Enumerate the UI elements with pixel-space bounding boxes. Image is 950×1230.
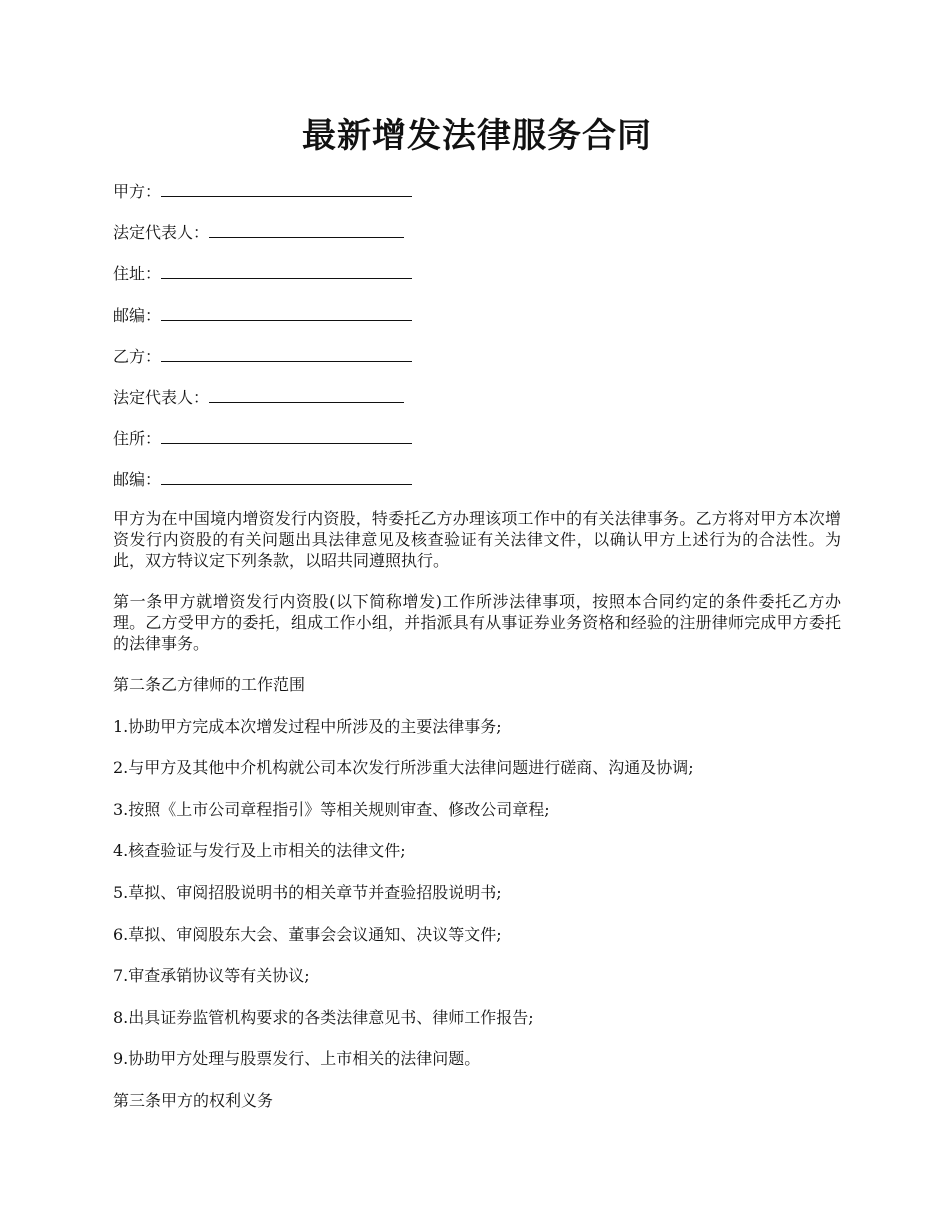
scope-item-3: 3.按照《上市公司章程指引》等相关规则审查、修改公司章程; (113, 799, 550, 819)
party-a-label: 甲方： (113, 182, 162, 201)
party-b-field (113, 343, 841, 384)
party-b-postcode-label: 邮编： (113, 470, 162, 490)
party-b-representative-blank-line (209, 385, 404, 403)
intro-paragraph: 甲方为在中国境内增资发行内资股，特委托乙方办理该项工作中的有关法律事务。乙方将对甲方本次增资发行内资股的有关问题出具法律意见及核查验证有关法律文件，以确认甲方上述行为的合法性。为此，双方特议定下列条款，以昭共同遵照执行。 (113, 509, 841, 570)
party-a-representative-label: 法定代表人： (113, 223, 210, 243)
scope-item-2: 2.与甲方及其他中介机构就公司本次发行所涉重大法律问题进行磋商、沟通及协调; (113, 758, 694, 778)
party-a-representative-field (113, 219, 841, 260)
party-a-address-blank-line (161, 261, 412, 279)
party-a-postcode-blank-line (161, 303, 412, 321)
party-b-representative-field (113, 384, 841, 425)
article-1-paragraph: 第一条甲方就增资发行内资股(以下简称增发)工作所涉法律事项，按照本合同约定的条件委托乙方办理。乙方受甲方的委托，组成工作小组，并指派具有从事证券业务资格和经验的注册律师完成甲方委托的法律事务。 (113, 592, 841, 653)
scope-item-4: 4.核查验证与发行及上市相关的法律文件; (113, 841, 406, 861)
scope-item-7: 7.审查承销协议等有关协议; (113, 966, 310, 986)
party-b-address-label: 住所： (113, 429, 162, 449)
party-a-blank-line (161, 179, 412, 197)
party-a-address-field (113, 260, 841, 301)
scope-item-8: 8.出具证券监管机构要求的各类法律意见书、律师工作报告; (113, 1007, 534, 1027)
scope-item-1: 1.协助甲方完成本次增发过程中所涉及的主要法律事务; (113, 716, 502, 736)
party-b-postcode-field (113, 466, 841, 507)
scope-item-6: 6.草拟、审阅股东大会、董事会会议通知、决议等文件; (113, 924, 502, 944)
scope-item-5: 5.草拟、审阅招股说明书的相关章节并查验招股说明书; (113, 882, 502, 902)
article-2-heading: 第二条乙方律师的工作范围 (113, 675, 306, 694)
party-a-postcode-field (113, 302, 841, 343)
party-a-address-label: 住址： (113, 264, 162, 284)
party-a-field (113, 178, 841, 219)
document-title: 最新增发法律服务合同 (302, 116, 652, 156)
party-b-representative-label: 法定代表人： (113, 387, 210, 407)
party-b-label: 乙方： (113, 346, 162, 366)
party-a-postcode-label: 邮编： (113, 305, 162, 325)
party-b-address-blank-line (161, 426, 412, 444)
party-info-fields (113, 178, 841, 508)
party-b-postcode-blank-line (161, 467, 412, 485)
scope-item-9: 9.协助甲方处理与股票发行、上市相关的法律问题。 (113, 1049, 481, 1069)
party-a-representative-blank-line (209, 220, 404, 238)
party-b-blank-line (161, 344, 412, 362)
article-3-heading: 第三条甲方的权利义务 (113, 1090, 274, 1110)
contract-body (113, 508, 841, 1132)
party-b-address-field (113, 425, 841, 466)
